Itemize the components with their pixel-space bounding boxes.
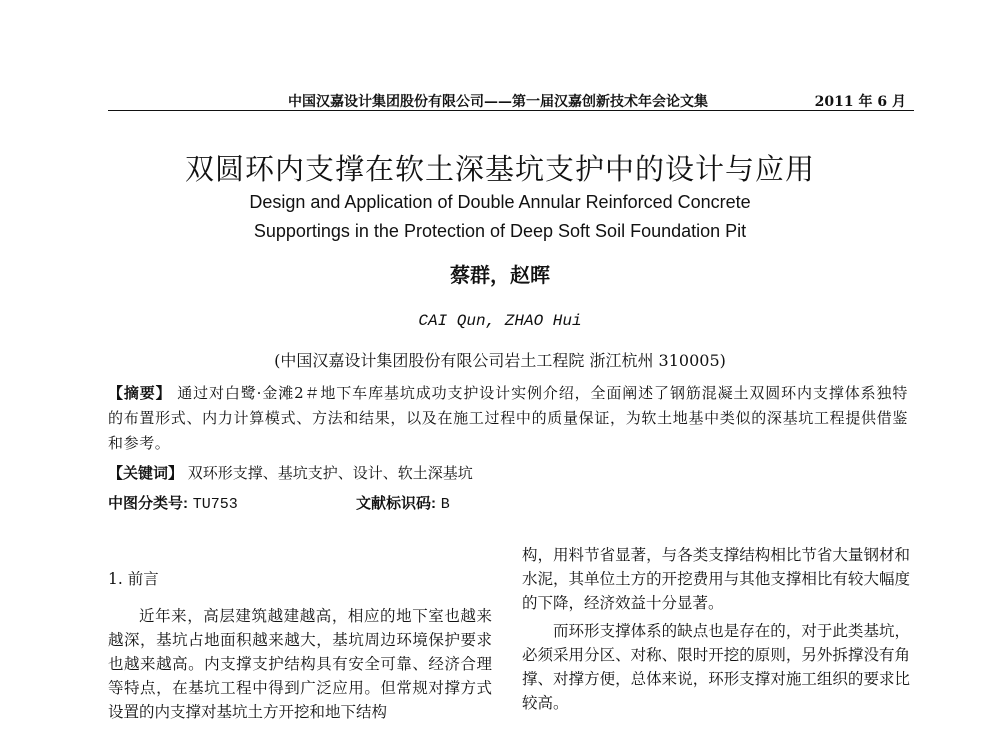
left-column <box>108 604 492 724</box>
document-code <box>356 492 450 513</box>
header-rule <box>108 110 914 111</box>
clc-value: TU753 <box>192 496 238 513</box>
running-header <box>108 87 914 111</box>
right-column-paragraph: 而环形支撑体系的缺点也是存在的，对于此类基坑，必须采用分区、对称、限时开挖的原则，另外拆撑没有角撑、对撑方便，总体来说，环形支撑对施工组织的要求比较高。 <box>522 622 910 712</box>
author-affiliation: (中国汉嘉设计集团股份有限公司岩土工程院 浙江杭州 310005) <box>274 351 726 370</box>
authors-chinese: 蔡群，赵晖 <box>450 263 550 287</box>
right-column <box>522 543 910 715</box>
doc-code-value: B <box>440 496 450 513</box>
paper-title-english-line1: Design and Application of Double Annular Reinforced Concrete <box>249 192 751 212</box>
abstract <box>108 381 908 456</box>
paper-title-english-line2: Supportings in the Protection of Deep Soft Soil Foundation Pit <box>253 221 747 241</box>
abstract-label: 【摘要】 <box>108 385 172 402</box>
classification-line <box>108 492 908 513</box>
journal-name: 中国汉嘉设计集团股份有限公司——第一届汉嘉创新技术年会论文集 <box>288 94 708 110</box>
keywords-label: 【关键词】 <box>108 465 184 482</box>
publication-date: 2011 年 6 月 <box>814 94 906 110</box>
keywords-text: 双环形支撑、基坑支护、设计、软土深基坑 <box>187 464 473 482</box>
paper-title-chinese: 双圆环内支撑在软土深基坑支护中的设计与应用 <box>184 152 815 186</box>
section-heading-introduction: 1. 前言 <box>108 570 159 588</box>
keywords <box>108 462 473 483</box>
abstract-text: 通过对白鹭·金滩2＃地下车库基坑成功支护设计实例介绍，全面阐述了钢筋混凝土双圆环内支撑体系独特的布置形式、内力计算模式、方法和结果，以及在施工过程中的质量保证，为软土地基中类似的深基坑工程提供借鉴和参考。 <box>108 384 908 452</box>
introduction-paragraph: 近年来，高层建筑越建越高，相应的地下室也越来越深，基坑占地面积越来越大，基坑周边环境保护要求也越来越高。内支撑支护结构具有安全可靠、经济合理等特点，在基坑工程中得到广泛应用。但常规对撑方式设置的内支撑对基坑土方开挖和地下结构 <box>108 607 492 721</box>
right-column-paragraph-continued: 构，用料节省显著，与各类支撑结构相比节省大量钢材和水泥，其单位土方的开挖费用与其他支撑相比有较大幅度的下降，经济效益十分显著。 <box>522 546 910 612</box>
authors-english: CAI Qun, ZHAO Hui <box>418 312 582 330</box>
doc-code-label: 文献标识码: <box>356 495 436 512</box>
clc-label: 中图分类号: <box>108 495 188 512</box>
